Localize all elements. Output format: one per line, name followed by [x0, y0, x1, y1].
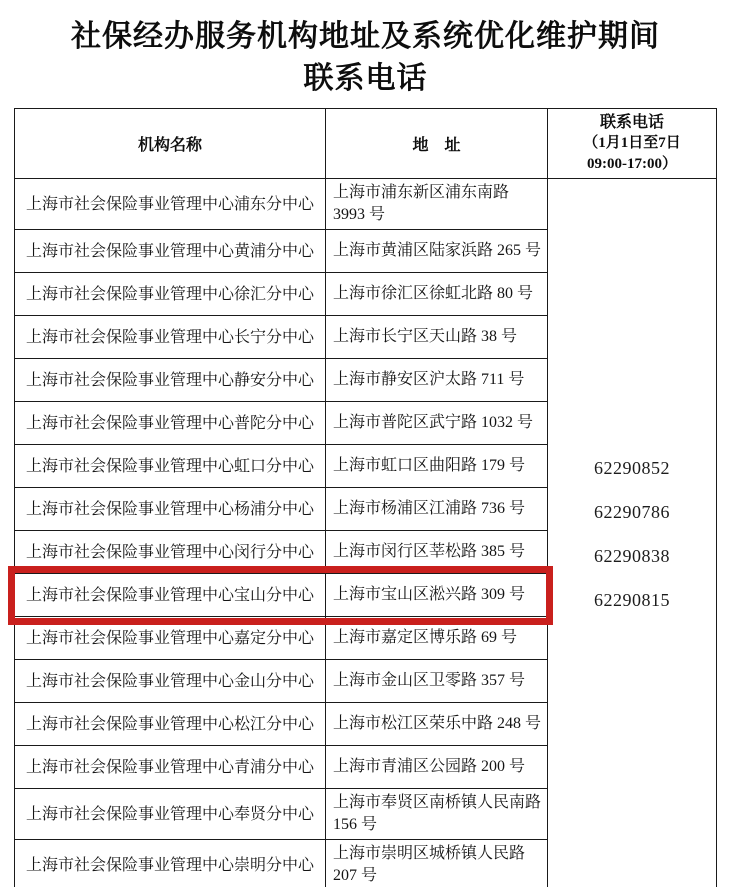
address-cell: 上海市宝山区淞兴路 309 号: [326, 574, 548, 617]
org-cell: 上海市社会保险事业管理中心杨浦分中心: [15, 488, 326, 531]
phone-header-line2: （1月1日至7日: [583, 135, 681, 151]
phone-column-header: [548, 109, 717, 179]
org-cell: 上海市社会保险事业管理中心长宁分中心: [15, 316, 326, 359]
org-cell: 上海市社会保险事业管理中心宝山分中心: [15, 574, 326, 617]
org-cell: 上海市社会保险事业管理中心奉贤分中心: [15, 789, 326, 840]
address-cell: 上海市普陀区武宁路 1032 号: [326, 402, 548, 445]
address-cell: 上海市浦东新区浦东南路 3993 号: [326, 179, 548, 230]
org-cell: 上海市社会保险事业管理中心黄浦分中心: [15, 230, 326, 273]
address-cell: 上海市静安区沪太路 711 号: [326, 359, 548, 402]
address-column-header: 地 址: [326, 109, 548, 179]
org-cell: 上海市社会保险事业管理中心闵行分中心: [15, 531, 326, 574]
address-cell: 上海市青浦区公园路 200 号: [326, 746, 548, 789]
phone-numbers-cell: [548, 179, 717, 887]
org-cell: 上海市社会保险事业管理中心松江分中心: [15, 703, 326, 746]
address-cell: 上海市黄浦区陆家浜路 265 号: [326, 230, 548, 273]
phone-number-list: [548, 458, 716, 611]
address-cell: 上海市嘉定区博乐路 69 号: [326, 617, 548, 660]
address-cell: 上海市长宁区天山路 38 号: [326, 316, 548, 359]
phone-header-line3: 09:00-17:00）: [587, 156, 677, 172]
address-cell: 上海市松江区荣乐中路 248 号: [326, 703, 548, 746]
phone-number: 62290815: [594, 590, 670, 610]
page-title-line2: 联系电话: [303, 62, 428, 95]
page-title-line1: 社保经办服务机构地址及系统优化维护期间: [71, 20, 660, 53]
header-row: [15, 109, 717, 179]
page-title: [0, 16, 731, 100]
org-cell: 上海市社会保险事业管理中心金山分中心: [15, 660, 326, 703]
org-cell: 上海市社会保险事业管理中心崇明分中心: [15, 840, 326, 887]
address-cell: 上海市徐汇区徐虹北路 80 号: [326, 273, 548, 316]
org-cell: 上海市社会保险事业管理中心普陀分中心: [15, 402, 326, 445]
address-cell: 上海市金山区卫零路 357 号: [326, 660, 548, 703]
org-cell: 上海市社会保险事业管理中心虹口分中心: [15, 445, 326, 488]
phone-number: 62290786: [594, 502, 670, 522]
org-cell: 上海市社会保险事业管理中心青浦分中心: [15, 746, 326, 789]
address-cell: 上海市虹口区曲阳路 179 号: [326, 445, 548, 488]
org-cell: 上海市社会保险事业管理中心徐汇分中心: [15, 273, 326, 316]
address-cell: 上海市崇明区城桥镇人民路 207 号: [326, 840, 548, 887]
org-column-header: 机构名称: [15, 109, 326, 179]
table-row: [15, 179, 717, 230]
org-cell: 上海市社会保险事业管理中心嘉定分中心: [15, 617, 326, 660]
phone-number: 62290852: [594, 458, 670, 478]
phone-header-line1: 联系电话: [599, 114, 664, 131]
org-cell: 上海市社会保险事业管理中心浦东分中心: [15, 179, 326, 230]
org-cell: 上海市社会保险事业管理中心静安分中心: [15, 359, 326, 402]
address-cell: 上海市杨浦区江浦路 736 号: [326, 488, 548, 531]
phone-number: 62290838: [594, 546, 670, 566]
address-cell: 上海市奉贤区南桥镇人民南路 156 号: [326, 789, 548, 840]
contact-table: [14, 108, 717, 887]
address-cell: 上海市闵行区莘松路 385 号: [326, 531, 548, 574]
